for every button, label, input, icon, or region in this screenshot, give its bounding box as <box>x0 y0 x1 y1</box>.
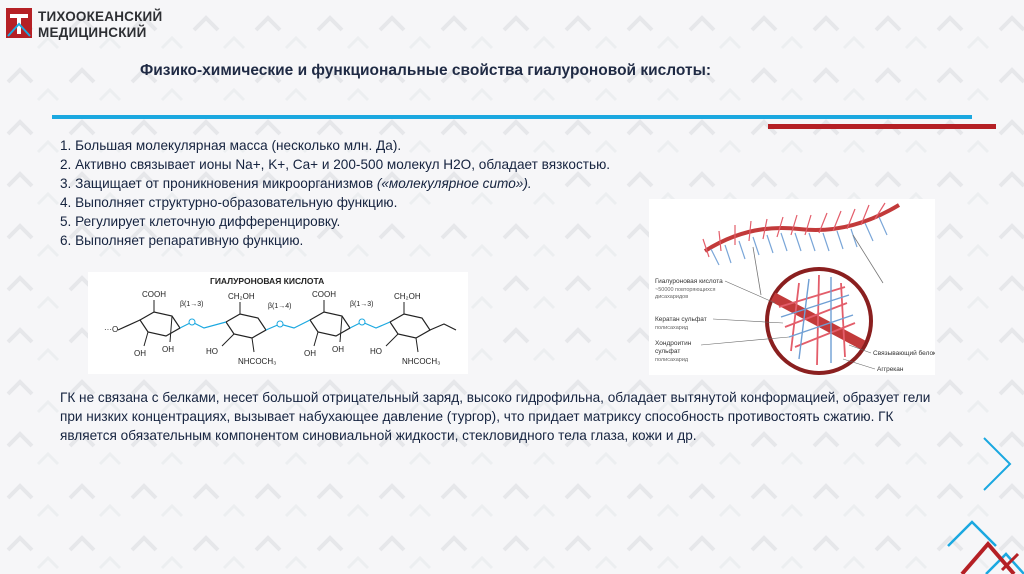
blue-divider <box>52 115 972 119</box>
list-item: 5. Регулирует клеточную дифференцировку. <box>60 214 341 229</box>
svg-text:OH: OH <box>304 349 316 358</box>
svg-text:Хондроитин: Хондроитин <box>655 340 692 347</box>
svg-text:COOH: COOH <box>142 290 166 299</box>
red-divider <box>768 124 996 129</box>
list-item: 4. Выполняет структурно-образовательную функцию. <box>60 195 398 210</box>
svg-text:HO: HO <box>370 347 382 356</box>
svg-text:CH₂OH: CH₂OH <box>394 292 421 301</box>
list-item: 1. Большая молекулярная масса (несколько млн. Да). <box>60 138 402 153</box>
svg-text:Аггрекан: Аггрекан <box>877 366 904 373</box>
svg-text:···O: ···O <box>104 325 119 334</box>
logo-mark-icon <box>6 8 32 38</box>
list-item: 2. Активно связывает ионы Na+, K+, Ca+ и 200-500 молекул H2O, обладает вязкостью. <box>60 157 611 172</box>
svg-text:NHCOCH₃: NHCOCH₃ <box>402 357 441 366</box>
logo-line-1: ТИХООКЕАНСКИЙ <box>38 9 163 24</box>
svg-text:β(1→4): β(1→4) <box>268 303 292 310</box>
svg-text:β(1→3): β(1→3) <box>350 301 374 308</box>
svg-text:COOH: COOH <box>312 290 336 299</box>
svg-text:~50000 повторяющихся: ~50000 повторяющихся <box>655 287 716 293</box>
list-item: 6. Выполняет репаративную функцию. <box>60 233 304 248</box>
svg-text:Связывающий белок: Связывающий белок <box>873 350 935 357</box>
svg-text:полисахарид: полисахарид <box>655 325 689 331</box>
chem-title: ГИАЛУРОНОВАЯ КИСЛОТА <box>210 276 325 286</box>
university-logo <box>6 6 176 42</box>
summary-paragraph: ГК не связана с белками, несет большой отрицательный заряд, высоко гидрофильна, обладает вытянутой конформацией, образует гели при низких концентрациях, вызывает набухающее давление (тургор), что придает матриксу способность противостоять сжатию. ГК является обязательным компонентом синовиальной жидкости, стекловидного тела глаза, кожи и др. <box>60 390 931 443</box>
logo-line-2: МЕДИЦИНСКИЙ <box>38 25 147 40</box>
svg-text:дисахаридов: дисахаридов <box>655 294 689 300</box>
hyaluronic-acid-structure <box>88 272 468 374</box>
svg-text:β(1→3): β(1→3) <box>180 301 204 308</box>
svg-text:Кератан сульфат: Кератан сульфат <box>655 316 707 323</box>
svg-text:OH: OH <box>134 349 146 358</box>
svg-text:CH₂OH: CH₂OH <box>228 292 255 301</box>
svg-text:OH: OH <box>162 345 174 354</box>
list-item: 3. Защищает от проникновения микроорганизмов («молекулярное сито»). <box>60 176 532 191</box>
svg-text:сульфат: сульфат <box>655 348 681 355</box>
svg-text:OH: OH <box>332 345 344 354</box>
proteoglycan-aggregate-diagram <box>649 199 935 375</box>
slide-title: Физико-химические и функциональные свойства гиалуроновой кислоты: <box>140 62 711 79</box>
svg-text:HO: HO <box>206 347 218 356</box>
svg-text:Гиалуроновая кислота: Гиалуроновая кислота <box>655 278 723 285</box>
svg-text:полисахарид: полисахарид <box>655 357 689 363</box>
svg-text:NHCOCH₃: NHCOCH₃ <box>238 357 277 366</box>
corner-decoration <box>918 420 1024 574</box>
